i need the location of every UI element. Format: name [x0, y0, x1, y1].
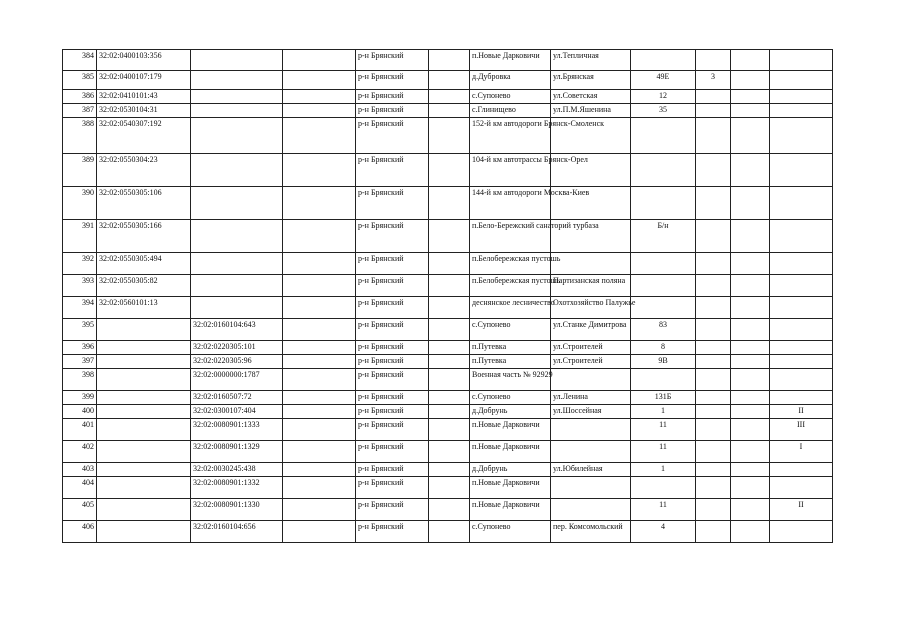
street-cell	[551, 441, 631, 463]
empty-cell-cell	[429, 419, 470, 441]
empty-cell-cell	[731, 90, 770, 104]
empty-cell-cell	[283, 405, 356, 419]
table-row	[63, 319, 833, 341]
cadastral-number-a-cell: 32:02:0410101:43	[97, 90, 191, 104]
empty-cell-cell	[429, 118, 470, 154]
empty-cell-cell	[731, 71, 770, 90]
cadastral-number-b-cell: 32:02:0220305:96	[191, 355, 283, 369]
cadastral-number-a-cell	[97, 441, 191, 463]
table-row	[63, 104, 833, 118]
cadastral-number-b-cell: 32:02:0080901:1333	[191, 419, 283, 441]
street-cell	[551, 419, 631, 441]
locality-cell: д.Добрунь	[470, 405, 551, 419]
table-row	[63, 71, 833, 90]
cadastral-number-a-cell	[97, 355, 191, 369]
letter-cell	[770, 187, 833, 220]
street-cell: ул.П.М.Яшенина	[551, 104, 631, 118]
cadastral-number-b-cell: 32:02:0160104:643	[191, 319, 283, 341]
table-row	[63, 154, 833, 187]
table-row	[63, 90, 833, 104]
empty-cell-cell	[283, 154, 356, 187]
empty-cell-cell	[283, 477, 356, 499]
district-cell: р-н Брянский	[356, 118, 429, 154]
empty-cell-cell	[429, 297, 470, 319]
cadastral-number-a-cell	[97, 405, 191, 419]
building-number-cell	[696, 104, 731, 118]
empty-cell-cell	[429, 253, 470, 275]
table-row	[63, 499, 833, 521]
district-cell: р-н Брянский	[356, 50, 429, 71]
empty-cell-cell	[283, 253, 356, 275]
table-row	[63, 118, 833, 154]
street-cell: ул.Юбилейная	[551, 463, 631, 477]
district-cell: р-н Брянский	[356, 419, 429, 441]
empty-cell-cell	[283, 391, 356, 405]
building-number-cell	[696, 441, 731, 463]
empty-cell-cell	[283, 419, 356, 441]
cadastral-number-a-cell	[97, 369, 191, 391]
cadastral-number-b-cell	[191, 220, 283, 253]
empty-cell-cell	[429, 341, 470, 355]
row-number-cell: 392	[63, 253, 97, 275]
row-number-cell: 399	[63, 391, 97, 405]
district-cell: р-н Брянский	[356, 275, 429, 297]
letter-cell	[770, 71, 833, 90]
table-body	[63, 50, 833, 543]
building-number-cell	[696, 463, 731, 477]
house-number-cell	[631, 50, 696, 71]
district-cell: р-н Брянский	[356, 499, 429, 521]
row-number-cell: 389	[63, 154, 97, 187]
building-number-cell	[696, 369, 731, 391]
district-cell: р-н Брянский	[356, 463, 429, 477]
letter-cell	[770, 253, 833, 275]
empty-cell-cell	[429, 154, 470, 187]
cadastral-number-a-cell: 32:02:0560101:13	[97, 297, 191, 319]
empty-cell-cell	[429, 441, 470, 463]
empty-cell-cell	[429, 405, 470, 419]
district-cell: р-н Брянский	[356, 220, 429, 253]
empty-cell-cell	[731, 50, 770, 71]
empty-cell-cell	[283, 441, 356, 463]
empty-cell-cell	[731, 341, 770, 355]
cadastral-number-b-cell: 32:02:0160104:656	[191, 521, 283, 543]
street-cell: ул.Строителей	[551, 341, 631, 355]
empty-cell-cell	[283, 369, 356, 391]
building-number-cell	[696, 50, 731, 71]
table-row	[63, 253, 833, 275]
empty-cell-cell	[429, 220, 470, 253]
letter-cell	[770, 369, 833, 391]
table-row	[63, 187, 833, 220]
house-number-cell: Б/н	[631, 220, 696, 253]
row-number-cell: 387	[63, 104, 97, 118]
register-table	[62, 49, 833, 543]
locality-cell: д.Добрунь	[470, 463, 551, 477]
empty-cell-cell	[283, 499, 356, 521]
locality-cell: с.Супонево	[470, 319, 551, 341]
house-number-cell: 11	[631, 441, 696, 463]
house-number-cell: 11	[631, 419, 696, 441]
table-row	[63, 275, 833, 297]
table-row	[63, 521, 833, 543]
row-number-cell: 388	[63, 118, 97, 154]
house-number-cell: 1	[631, 463, 696, 477]
cadastral-number-b-cell	[191, 104, 283, 118]
empty-cell-cell	[283, 220, 356, 253]
house-number-cell: 12	[631, 90, 696, 104]
cadastral-number-a-cell: 32:02:0400107:179	[97, 71, 191, 90]
cadastral-number-a-cell: 32:02:0550305:106	[97, 187, 191, 220]
empty-cell-cell	[429, 391, 470, 405]
street-cell: ул.Ленина	[551, 391, 631, 405]
street-cell	[551, 369, 631, 391]
cadastral-number-b-cell	[191, 90, 283, 104]
cadastral-number-b-cell	[191, 154, 283, 187]
empty-cell-cell	[731, 355, 770, 369]
locality-cell: д.Дубровка	[470, 71, 551, 90]
cadastral-number-a-cell: 32:02:0550304:23	[97, 154, 191, 187]
locality-cell: с.Супонево	[470, 90, 551, 104]
cadastral-number-b-cell: 32:02:0080901:1330	[191, 499, 283, 521]
cadastral-number-b-cell: 32:02:0160507:72	[191, 391, 283, 405]
building-number-cell	[696, 220, 731, 253]
row-number-cell: 391	[63, 220, 97, 253]
building-number-cell	[696, 154, 731, 187]
row-number-cell: 390	[63, 187, 97, 220]
letter-cell	[770, 297, 833, 319]
row-number-cell: 393	[63, 275, 97, 297]
empty-cell-cell	[731, 463, 770, 477]
locality-cell: п.Новые Дарковичи	[470, 50, 551, 71]
letter-cell	[770, 355, 833, 369]
table-row	[63, 50, 833, 71]
letter-cell	[770, 463, 833, 477]
district-cell: р-н Брянский	[356, 521, 429, 543]
row-number-cell: 400	[63, 405, 97, 419]
cadastral-number-b-cell: 32:02:0000000:1787	[191, 369, 283, 391]
empty-cell-cell	[283, 71, 356, 90]
house-number-cell	[631, 275, 696, 297]
letter-cell	[770, 90, 833, 104]
table-row	[63, 419, 833, 441]
district-cell: р-н Брянский	[356, 90, 429, 104]
house-number-cell	[631, 154, 696, 187]
locality-cell: п.Белобережская пустошь	[470, 253, 551, 275]
locality-cell: 104-й км автотрассы Брянск-Орел	[470, 154, 551, 187]
empty-cell-cell	[429, 50, 470, 71]
street-cell: Партизанская поляна	[551, 275, 631, 297]
letter-cell: III	[770, 419, 833, 441]
locality-cell: п.Бело-Бережский санаторий турбаза	[470, 220, 551, 253]
street-cell	[551, 477, 631, 499]
cadastral-number-b-cell: 32:02:0220305:101	[191, 341, 283, 355]
locality-cell: п.Новые Дарковичи	[470, 477, 551, 499]
cadastral-number-a-cell	[97, 319, 191, 341]
locality-cell: с.Супонево	[470, 391, 551, 405]
row-number-cell: 401	[63, 419, 97, 441]
street-cell: ул.Брянская	[551, 71, 631, 90]
street-cell: Охотхозяйство Палужье	[551, 297, 631, 319]
table-row	[63, 220, 833, 253]
district-cell: р-н Брянский	[356, 187, 429, 220]
locality-cell: п.Путевка	[470, 341, 551, 355]
empty-cell-cell	[429, 369, 470, 391]
letter-cell: I	[770, 441, 833, 463]
empty-cell-cell	[283, 297, 356, 319]
building-number-cell	[696, 405, 731, 419]
district-cell: р-н Брянский	[356, 391, 429, 405]
empty-cell-cell	[731, 521, 770, 543]
building-number-cell	[696, 253, 731, 275]
row-number-cell: 402	[63, 441, 97, 463]
district-cell: р-н Брянский	[356, 441, 429, 463]
cadastral-number-b-cell: 32:02:0030245:438	[191, 463, 283, 477]
empty-cell-cell	[283, 50, 356, 71]
district-cell: р-н Брянский	[356, 405, 429, 419]
locality-cell: с.Глинищево	[470, 104, 551, 118]
empty-cell-cell	[283, 319, 356, 341]
street-cell	[551, 499, 631, 521]
empty-cell-cell	[429, 187, 470, 220]
house-number-cell	[631, 187, 696, 220]
row-number-cell: 396	[63, 341, 97, 355]
row-number-cell: 404	[63, 477, 97, 499]
building-number-cell	[696, 275, 731, 297]
table-row	[63, 341, 833, 355]
street-cell: ул.Тепличная	[551, 50, 631, 71]
row-number-cell: 405	[63, 499, 97, 521]
empty-cell-cell	[731, 369, 770, 391]
cadastral-number-a-cell: 32:02:0550305:494	[97, 253, 191, 275]
empty-cell-cell	[731, 419, 770, 441]
empty-cell-cell	[731, 187, 770, 220]
table-row	[63, 463, 833, 477]
house-number-cell: 11	[631, 499, 696, 521]
empty-cell-cell	[731, 104, 770, 118]
empty-cell-cell	[283, 355, 356, 369]
district-cell: р-н Брянский	[356, 355, 429, 369]
table-row	[63, 391, 833, 405]
house-number-cell: 131Б	[631, 391, 696, 405]
empty-cell-cell	[429, 477, 470, 499]
cadastral-number-a-cell: 32:02:0550305:82	[97, 275, 191, 297]
cadastral-number-b-cell	[191, 297, 283, 319]
house-number-cell	[631, 253, 696, 275]
row-number-cell: 394	[63, 297, 97, 319]
empty-cell-cell	[731, 441, 770, 463]
cadastral-number-a-cell: 32:02:0530104:31	[97, 104, 191, 118]
empty-cell-cell	[731, 118, 770, 154]
street-cell: ул.Шоссейная	[551, 405, 631, 419]
empty-cell-cell	[429, 463, 470, 477]
building-number-cell	[696, 419, 731, 441]
table-row	[63, 369, 833, 391]
empty-cell-cell	[283, 463, 356, 477]
row-number-cell: 385	[63, 71, 97, 90]
letter-cell	[770, 319, 833, 341]
street-cell: ул.Строителей	[551, 355, 631, 369]
empty-cell-cell	[731, 319, 770, 341]
empty-cell-cell	[429, 90, 470, 104]
empty-cell-cell	[283, 104, 356, 118]
cadastral-number-a-cell	[97, 463, 191, 477]
empty-cell-cell	[731, 297, 770, 319]
cadastral-number-a-cell	[97, 499, 191, 521]
locality-cell: 144-й км автодороги Москва-Киев	[470, 187, 551, 220]
cadastral-number-b-cell	[191, 118, 283, 154]
locality-cell: п.Новые Дарковичи	[470, 499, 551, 521]
building-number-cell: 3	[696, 71, 731, 90]
table-row	[63, 405, 833, 419]
letter-cell	[770, 154, 833, 187]
house-number-cell: 35	[631, 104, 696, 118]
district-cell: р-н Брянский	[356, 297, 429, 319]
letter-cell	[770, 220, 833, 253]
house-number-cell: 8	[631, 341, 696, 355]
empty-cell-cell	[429, 71, 470, 90]
house-number-cell	[631, 297, 696, 319]
table-row	[63, 355, 833, 369]
locality-cell: п.Новые Дарковичи	[470, 419, 551, 441]
street-cell: ул.Станке Димитрова	[551, 319, 631, 341]
building-number-cell	[696, 118, 731, 154]
cadastral-number-b-cell	[191, 50, 283, 71]
cadastral-number-a-cell	[97, 477, 191, 499]
empty-cell-cell	[283, 341, 356, 355]
table-row	[63, 441, 833, 463]
building-number-cell	[696, 391, 731, 405]
letter-cell: II	[770, 499, 833, 521]
empty-cell-cell	[731, 253, 770, 275]
district-cell: р-н Брянский	[356, 104, 429, 118]
empty-cell-cell	[429, 275, 470, 297]
cadastral-number-a-cell: 32:02:0540307:192	[97, 118, 191, 154]
empty-cell-cell	[283, 521, 356, 543]
street-cell	[551, 253, 631, 275]
table-row	[63, 477, 833, 499]
letter-cell	[770, 391, 833, 405]
letter-cell: II	[770, 405, 833, 419]
empty-cell-cell	[283, 90, 356, 104]
house-number-cell	[631, 477, 696, 499]
cadastral-number-b-cell	[191, 275, 283, 297]
empty-cell-cell	[283, 118, 356, 154]
street-cell: пер. Комсомольский	[551, 521, 631, 543]
house-number-cell	[631, 118, 696, 154]
row-number-cell: 406	[63, 521, 97, 543]
building-number-cell	[696, 355, 731, 369]
empty-cell-cell	[731, 391, 770, 405]
district-cell: р-н Брянский	[356, 154, 429, 187]
letter-cell	[770, 341, 833, 355]
cadastral-number-b-cell: 32:02:0080901:1329	[191, 441, 283, 463]
empty-cell-cell	[731, 220, 770, 253]
cadastral-number-a-cell: 32:02:0400103:356	[97, 50, 191, 71]
district-cell: р-н Брянский	[356, 369, 429, 391]
empty-cell-cell	[429, 499, 470, 521]
empty-cell-cell	[731, 477, 770, 499]
cadastral-number-a-cell	[97, 419, 191, 441]
house-number-cell: 49Е	[631, 71, 696, 90]
row-number-cell: 395	[63, 319, 97, 341]
empty-cell-cell	[429, 521, 470, 543]
row-number-cell: 403	[63, 463, 97, 477]
locality-cell: п.Белобережская пустошь	[470, 275, 551, 297]
row-number-cell: 398	[63, 369, 97, 391]
cadastral-number-b-cell	[191, 253, 283, 275]
building-number-cell	[696, 499, 731, 521]
building-number-cell	[696, 297, 731, 319]
building-number-cell	[696, 319, 731, 341]
letter-cell	[770, 118, 833, 154]
house-number-cell: 4	[631, 521, 696, 543]
building-number-cell	[696, 521, 731, 543]
building-number-cell	[696, 341, 731, 355]
cadastral-number-a-cell	[97, 391, 191, 405]
table-row	[63, 297, 833, 319]
locality-cell: 152-й км автодороги Брянск-Смоленск	[470, 118, 551, 154]
empty-cell-cell	[283, 187, 356, 220]
house-number-cell: 9В	[631, 355, 696, 369]
house-number-cell: 1	[631, 405, 696, 419]
locality-cell: с.Супонево	[470, 521, 551, 543]
locality-cell: п.Путевка	[470, 355, 551, 369]
building-number-cell	[696, 187, 731, 220]
empty-cell-cell	[731, 154, 770, 187]
district-cell: р-н Брянский	[356, 71, 429, 90]
district-cell: р-н Брянский	[356, 477, 429, 499]
cadastral-number-a-cell	[97, 341, 191, 355]
house-number-cell: 83	[631, 319, 696, 341]
district-cell: р-н Брянский	[356, 319, 429, 341]
letter-cell	[770, 275, 833, 297]
row-number-cell: 386	[63, 90, 97, 104]
house-number-cell	[631, 369, 696, 391]
locality-cell: деснянское лесничество	[470, 297, 551, 319]
cadastral-number-a-cell: 32:02:0550305:166	[97, 220, 191, 253]
row-number-cell: 397	[63, 355, 97, 369]
cadastral-number-a-cell	[97, 521, 191, 543]
empty-cell-cell	[731, 405, 770, 419]
empty-cell-cell	[283, 275, 356, 297]
locality-cell: п.Новые Дарковичи	[470, 441, 551, 463]
building-number-cell	[696, 90, 731, 104]
letter-cell	[770, 50, 833, 71]
letter-cell	[770, 104, 833, 118]
building-number-cell	[696, 477, 731, 499]
cadastral-number-b-cell: 32:02:0080901:1332	[191, 477, 283, 499]
district-cell: р-н Брянский	[356, 253, 429, 275]
empty-cell-cell	[429, 104, 470, 118]
empty-cell-cell	[429, 319, 470, 341]
cadastral-number-b-cell	[191, 187, 283, 220]
empty-cell-cell	[731, 275, 770, 297]
letter-cell	[770, 477, 833, 499]
cadastral-number-b-cell	[191, 71, 283, 90]
cadastral-number-b-cell: 32:02:0300107:404	[191, 405, 283, 419]
street-cell: ул.Советская	[551, 90, 631, 104]
locality-cell: Военная часть № 92929	[470, 369, 551, 391]
district-cell: р-н Брянский	[356, 341, 429, 355]
letter-cell	[770, 521, 833, 543]
empty-cell-cell	[731, 499, 770, 521]
row-number-cell: 384	[63, 50, 97, 71]
empty-cell-cell	[429, 355, 470, 369]
